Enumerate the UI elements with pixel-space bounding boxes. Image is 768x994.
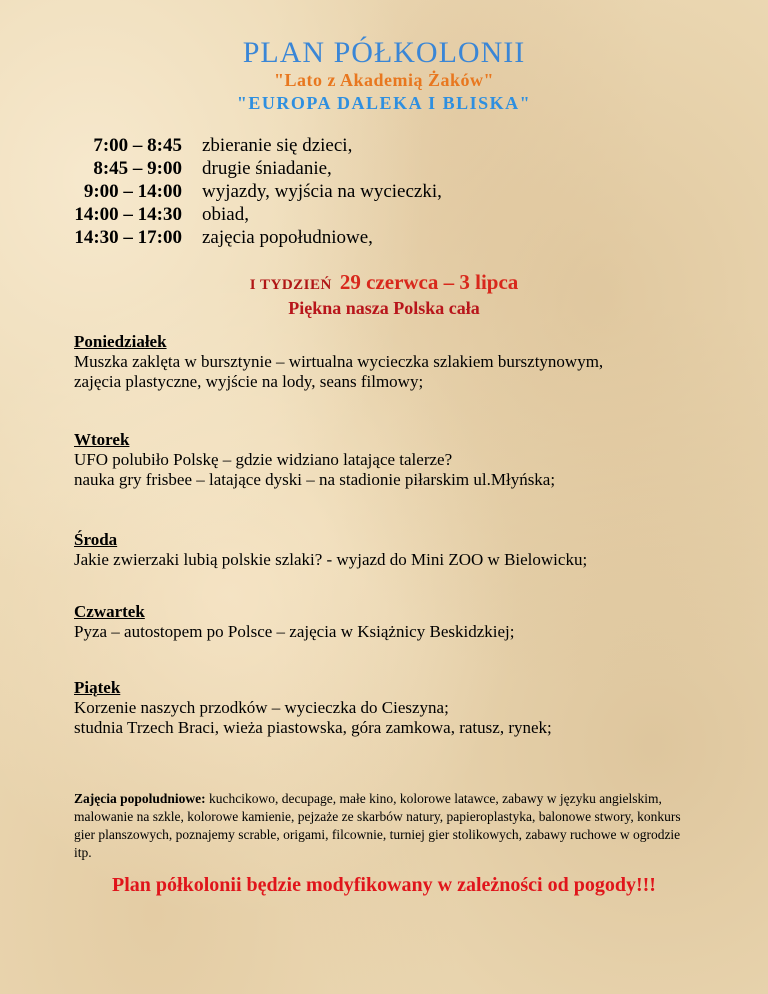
day-description-line: studnia Trzech Braci, wieża piastowska, góra zamkowa, ratusz, rynek; <box>74 718 552 737</box>
day-block-tuesday <box>74 430 714 490</box>
day-description-line: nauka gry frisbee – latające dyski – na stadionie piłarskim ul.Młyńska; <box>74 470 556 489</box>
week-theme: Piękna nasza Polska cała <box>288 298 480 318</box>
day-description-line: Jakie zwierzaki lubią polskie szlaki? - wyjazd do Mini ZOO w Bielowicku; <box>74 550 588 569</box>
daily-schedule <box>62 134 442 249</box>
schedule-description: obiad, <box>202 204 249 225</box>
theme-subtitle: "EUROPA DALEKA I BLISKA" <box>236 93 532 113</box>
day-name: Piątek <box>74 678 121 697</box>
day-description-line: Pyza – autostopem po Polsce – zajęcia w Książnicy Beskidzkiej; <box>74 622 515 641</box>
day-block-thursday <box>74 602 714 642</box>
schedule-time: 8:45 – 9:00 <box>93 158 182 179</box>
day-name: Wtorek <box>74 430 130 449</box>
schedule-row <box>62 134 442 157</box>
day-description-line: UFO polubiło Polskę – gdzie widziano latające talerze? <box>74 450 453 469</box>
afternoon-activities <box>74 790 694 862</box>
schedule-description: wyjazdy, wyjścia na wycieczki, <box>202 181 442 202</box>
day-block-wednesday <box>74 530 714 570</box>
afternoon-label: Zajęcia popoludniowe: <box>74 791 206 806</box>
day-description-line: zajęcia plastyczne, wyjście na lody, seans filmowy; <box>74 372 424 391</box>
week-dates: 29 czerwca – 3 lipca <box>339 270 519 294</box>
day-block-friday <box>74 678 714 738</box>
schedule-row <box>62 157 442 180</box>
day-description-line: Muszka zaklęta w bursztynie – wirtualna wycieczka szlakiem bursztynowym, <box>74 352 604 371</box>
schedule-description: zbieranie się dzieci, <box>202 135 353 156</box>
schedule-time: 7:00 – 8:45 <box>93 135 182 156</box>
schedule-time: 9:00 – 14:00 <box>83 181 182 202</box>
schedule-row <box>62 226 442 249</box>
day-name: Poniedziałek <box>74 332 167 351</box>
weather-notice: Plan półkolonii będzie modyfikowany w zależności od pogody!!! <box>112 874 656 896</box>
schedule-description: zajęcia popołudniowe, <box>202 227 373 248</box>
schedule-time: 14:30 – 17:00 <box>74 227 182 248</box>
afternoon-text: kuchcikowo, decupage, małe kino, kolorowe latawce, zabawy w języku angielskim, malowanie na szkle, kolorowe kamienie, pejzaże ze skarbów natury, papieroplastyka, balonowe stwory, konkurs gier planszowych, poznajemy scrable, origami, filcownie, turniej gier stolikowych, zabawy ruchowe w ogrodzie itp. <box>74 791 681 860</box>
schedule-row <box>62 180 442 203</box>
day-name: Środa <box>74 530 118 549</box>
day-description-line: Korzenie naszych przodków – wycieczka do Cieszyna; <box>74 698 449 717</box>
day-block-monday <box>74 332 714 392</box>
schedule-time: 14:00 – 14:30 <box>74 204 182 225</box>
program-subtitle: "Lato z Akademią Żaków" <box>273 70 494 90</box>
schedule-row <box>62 203 442 226</box>
schedule-description: drugie śniadanie, <box>202 158 332 179</box>
week-heading <box>0 270 768 295</box>
day-name: Czwartek <box>74 602 145 621</box>
page-title: PLAN PÓŁKOLONII <box>242 36 526 69</box>
week-label: I TYDZIEŃ <box>249 277 332 293</box>
